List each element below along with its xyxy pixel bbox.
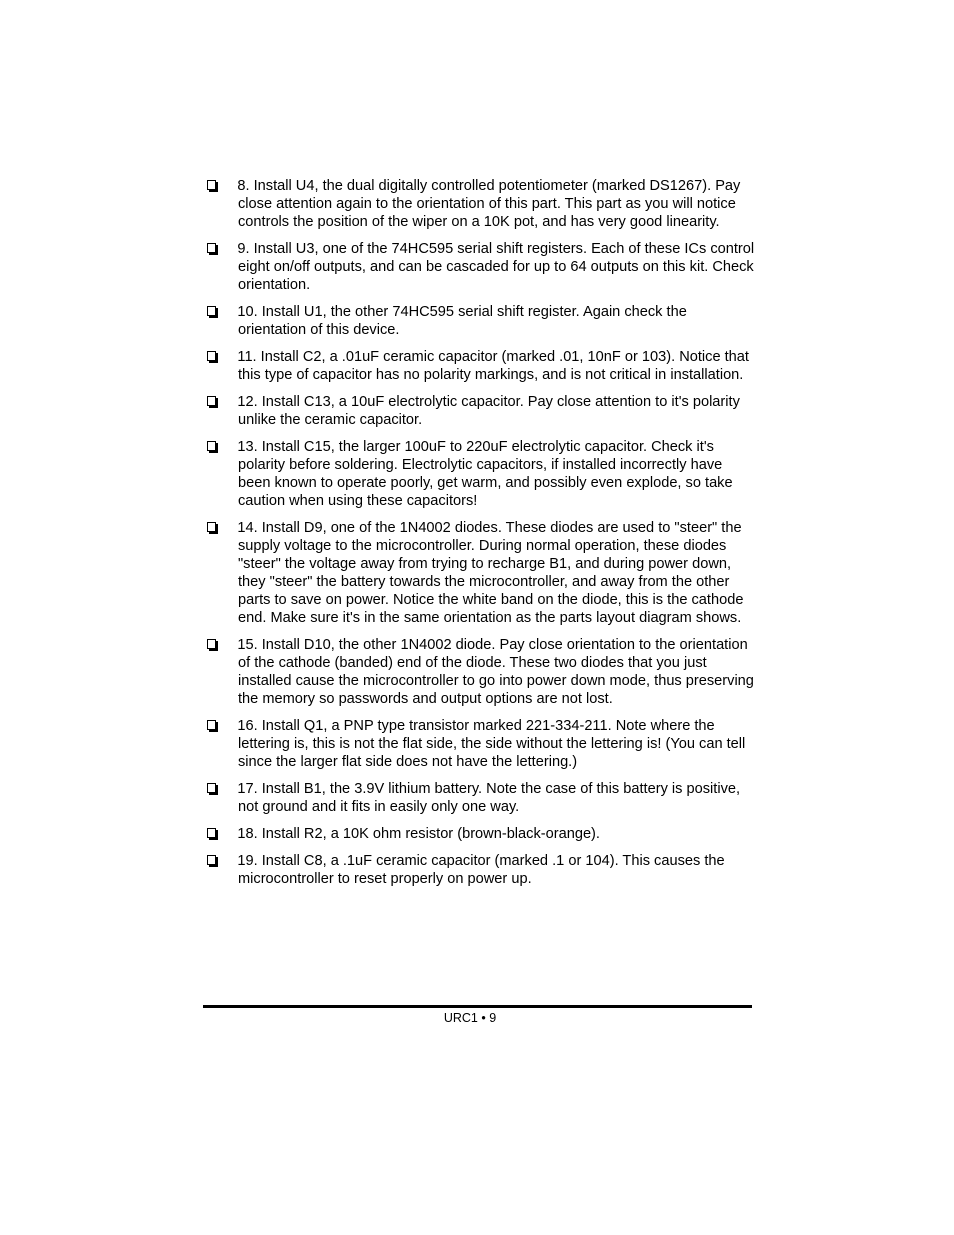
checkbox-icon[interactable] [207,522,216,532]
step-text: 16. Install Q1, a PNP type transistor marked 221-334-211. Note where the lettering is, this is not the flat side, the side without the lettering is! (You can tell since the larger flat side does not have the lettering.) [237,718,746,770]
step-item[interactable] [205,393,755,429]
checkbox-icon[interactable] [207,720,216,730]
step-item[interactable] [205,717,755,771]
assembly-step-list [205,177,755,897]
page-footer: URC1 • 9 [443,1011,497,1025]
step-text: 19. Install C8, a .1uF ceramic capacitor (marked .1 or 104). This causes the microcontroller to reset properly on power up. [237,853,725,887]
step-item[interactable] [205,519,755,627]
step-item[interactable] [205,438,755,510]
step-text: 12. Install C13, a 10uF electrolytic capacitor. Pay close attention to it's polarity unlike the ceramic capacitor. [237,394,740,428]
checkbox-icon[interactable] [207,828,216,838]
step-text: 11. Install C2, a .01uF ceramic capacitor (marked .01, 10nF or 103). Notice that this type of capacitor has no polarity markings, and is not critical in installation. [237,349,749,383]
step-text: 8. Install U4, the dual digitally controlled potentiometer (marked DS1267). Pay close attention again to the orientation of this part. This part as you will notice controls the position of the wiper on a 10K pot, and has very good linearity. [237,178,741,230]
step-item[interactable] [205,348,755,384]
checkbox-icon[interactable] [207,396,216,406]
step-item[interactable] [205,303,755,339]
step-item[interactable] [205,240,755,294]
step-text: 15. Install D10, the other 1N4002 diode. Pay close orientation to the orientation of the cathode (banded) end of the diode. These two diodes that you just installed cause the microcontroller to go into power down mode, thus preserving the memory so passwords and output options are not lost. [237,637,754,707]
step-text: 14. Install D9, one of the 1N4002 diodes. These diodes are used to "steer" the supply voltage to the microcontroller. During normal operation, these diodes "steer" the voltage away from trying to recharge B1, and during power down, they "steer" the battery towards the microcontroller, and away from the other parts to save on power. Notice the white band on the diode, this is the cathode end. Make sure it's in the same orientation as the parts layout diagram shows. [237,520,744,626]
step-text: 18. Install R2, a 10K ohm resistor (brown-black-orange). [237,826,600,842]
step-text: 17. Install B1, the 3.9V lithium battery. Note the case of this battery is positive, not ground and it fits in easily only one way. [237,781,741,815]
checkbox-icon[interactable] [207,243,216,253]
checkbox-icon[interactable] [207,783,216,793]
step-text: 10. Install U1, the other 74HC595 serial shift register. Again check the orientation of this device. [237,304,687,338]
step-item[interactable] [205,177,755,231]
checkbox-icon[interactable] [207,441,216,451]
checkbox-icon[interactable] [207,639,216,649]
step-item[interactable] [205,825,755,843]
step-text: 13. Install C15, the larger 100uF to 220uF electrolytic capacitor. Check it's polarity before soldering. Electrolytic capacitors, if installed incorrectly have been known to operate poorly, get warm, and possibly even explode, so take caution when using these capacitors! [237,439,733,509]
checkbox-icon[interactable] [207,855,216,865]
step-item[interactable] [205,852,755,888]
checkbox-icon[interactable] [207,351,216,361]
checkbox-icon[interactable] [207,306,216,316]
checkbox-icon[interactable] [207,180,216,190]
step-item[interactable] [205,780,755,816]
footer-rule [203,1005,752,1008]
step-text: 9. Install U3, one of the 74HC595 serial shift registers. Each of these ICs control eight on/off outputs, and can be cascaded for up to 64 outputs on this kit. Check orientation. [237,241,755,293]
step-item[interactable] [205,636,755,708]
